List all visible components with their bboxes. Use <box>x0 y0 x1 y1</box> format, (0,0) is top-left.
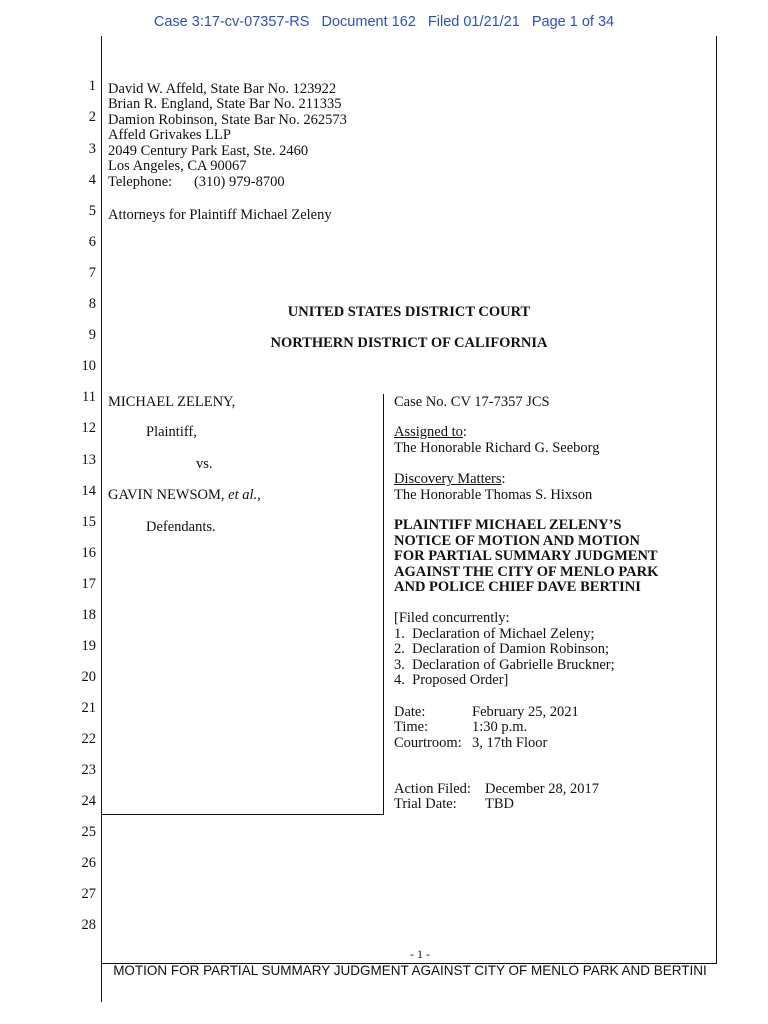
filed-concurrently-line: 3. Declaration of Gabrielle Bruckner; <box>394 657 615 673</box>
defendant-suffix: , <box>257 487 261 503</box>
motion-title-line: AGAINST THE CITY OF MENLO PARK <box>394 564 659 580</box>
line-number: 26 <box>81 855 96 871</box>
courtroom-label: Courtroom: <box>394 735 462 751</box>
discovery-judge: The Honorable Thomas S. Hixson <box>394 487 593 503</box>
hearing-date-label: Date: <box>394 704 426 720</box>
caption-divider <box>383 394 384 814</box>
line-number: 14 <box>81 483 96 499</box>
discovery-label-text: Discovery Matters <box>394 471 502 487</box>
line-number: 11 <box>82 389 96 405</box>
discovery-colon: : <box>501 471 506 487</box>
court-district: NORTHERN DISTRICT OF CALIFORNIA <box>270 335 548 351</box>
action-filed-value: December 28, 2017 <box>485 781 599 797</box>
courtroom-value: 3, 17th Floor <box>472 735 548 751</box>
line-number: 18 <box>81 607 96 623</box>
filed-concurrently-line: 2. Declaration of Damion Robinson; <box>394 641 610 657</box>
defendant-etal: et al. <box>228 487 258 503</box>
caption-bottom-rule <box>102 814 384 815</box>
trial-date-label: Trial Date: <box>394 796 457 812</box>
defendant-role: Defendants. <box>146 519 216 535</box>
filed-concurrently-line: [Filed concurrently: <box>394 610 510 626</box>
attorney-line: Affeld Grivakes LLP <box>108 127 231 143</box>
court-name: UNITED STATES DISTRICT COURT <box>287 304 531 320</box>
line-number: 7 <box>88 265 96 281</box>
line-number: 20 <box>81 669 96 685</box>
line-number: 10 <box>81 358 96 374</box>
assigned-colon: : <box>462 424 467 440</box>
line-number: 12 <box>81 420 96 436</box>
versus: vs. <box>196 456 213 472</box>
attorney-line: Damion Robinson, State Bar No. 262573 <box>108 112 347 128</box>
line-number: 22 <box>81 731 96 747</box>
line-number: 6 <box>88 234 96 250</box>
filed-concurrently-line: 4. Proposed Order] <box>394 672 509 688</box>
attorneys-for: Attorneys for Plaintiff Michael Zeleny <box>108 207 332 223</box>
hearing-time-label: Time: <box>394 719 429 735</box>
line-number: 8 <box>88 296 96 312</box>
action-filed-label: Action Filed: <box>394 781 471 797</box>
case-number: Case No. CV 17-7357 JCS <box>394 394 550 410</box>
line-number: 25 <box>81 824 96 840</box>
line-number: 4 <box>88 172 96 188</box>
attorney-line: Brian R. England, State Bar No. 211335 <box>108 96 342 112</box>
page-number: - 1 - <box>410 947 430 961</box>
line-number: 23 <box>81 762 96 778</box>
line-number: 19 <box>81 638 96 654</box>
line-number: 27 <box>81 886 96 902</box>
motion-title-line: AND POLICE CHIEF DAVE BERTINI <box>394 579 641 595</box>
line-number: 2 <box>88 109 96 125</box>
defendant-name: GAVIN NEWSOM, <box>108 487 225 503</box>
line-number: 21 <box>81 700 96 716</box>
line-number: 1 <box>88 78 96 94</box>
trial-date-value: TBD <box>485 796 514 812</box>
line-number: 16 <box>81 545 96 561</box>
attorney-line: David W. Affeld, State Bar No. 123922 <box>108 81 337 97</box>
line-number: 9 <box>88 327 96 343</box>
assigned-to-label <box>394 425 467 441</box>
discovery-label <box>394 472 506 488</box>
hearing-time-value: 1:30 p.m. <box>472 719 528 735</box>
line-number: 3 <box>88 141 96 157</box>
plaintiff-role: Plaintiff, <box>146 424 197 440</box>
filed-concurrently-line: 1. Declaration of Michael Zeleny; <box>394 626 595 642</box>
hearing-date-value: February 25, 2021 <box>472 704 579 720</box>
motion-title-line: FOR PARTIAL SUMMARY JUDGMENT <box>394 548 658 564</box>
plaintiff-name: MICHAEL ZELENY, <box>108 394 236 410</box>
motion-title-line: NOTICE OF MOTION AND MOTION <box>394 533 640 549</box>
line-number: 24 <box>81 793 96 809</box>
assigned-judge: The Honorable Richard G. Seeborg <box>394 440 600 456</box>
case-header: Case 3:17-cv-07357-RS Document 162 Filed 01/21/21 Page 1 of 34 <box>153 14 615 30</box>
attorney-line: Los Angeles, CA 90067 <box>108 158 247 174</box>
line-number: 28 <box>81 917 96 933</box>
left-margin-rule <box>101 36 102 1002</box>
attorney-line: 2049 Century Park East, Ste. 2460 <box>108 143 309 159</box>
footer-title: MOTION FOR PARTIAL SUMMARY JUDGMENT AGAINST CITY OF MENLO PARK AND BERTINI <box>113 963 707 978</box>
defendant-line <box>108 488 261 504</box>
line-number: 13 <box>81 452 96 468</box>
attorney-line: Telephone: (310) 979-8700 <box>108 174 285 190</box>
line-number: 17 <box>81 576 96 592</box>
assigned-label-text: Assigned to <box>394 424 463 440</box>
line-number: 5 <box>88 203 96 219</box>
motion-title-line: PLAINTIFF MICHAEL ZELENY’S <box>394 517 622 533</box>
right-margin-rule <box>716 36 717 964</box>
line-number: 15 <box>81 514 96 530</box>
